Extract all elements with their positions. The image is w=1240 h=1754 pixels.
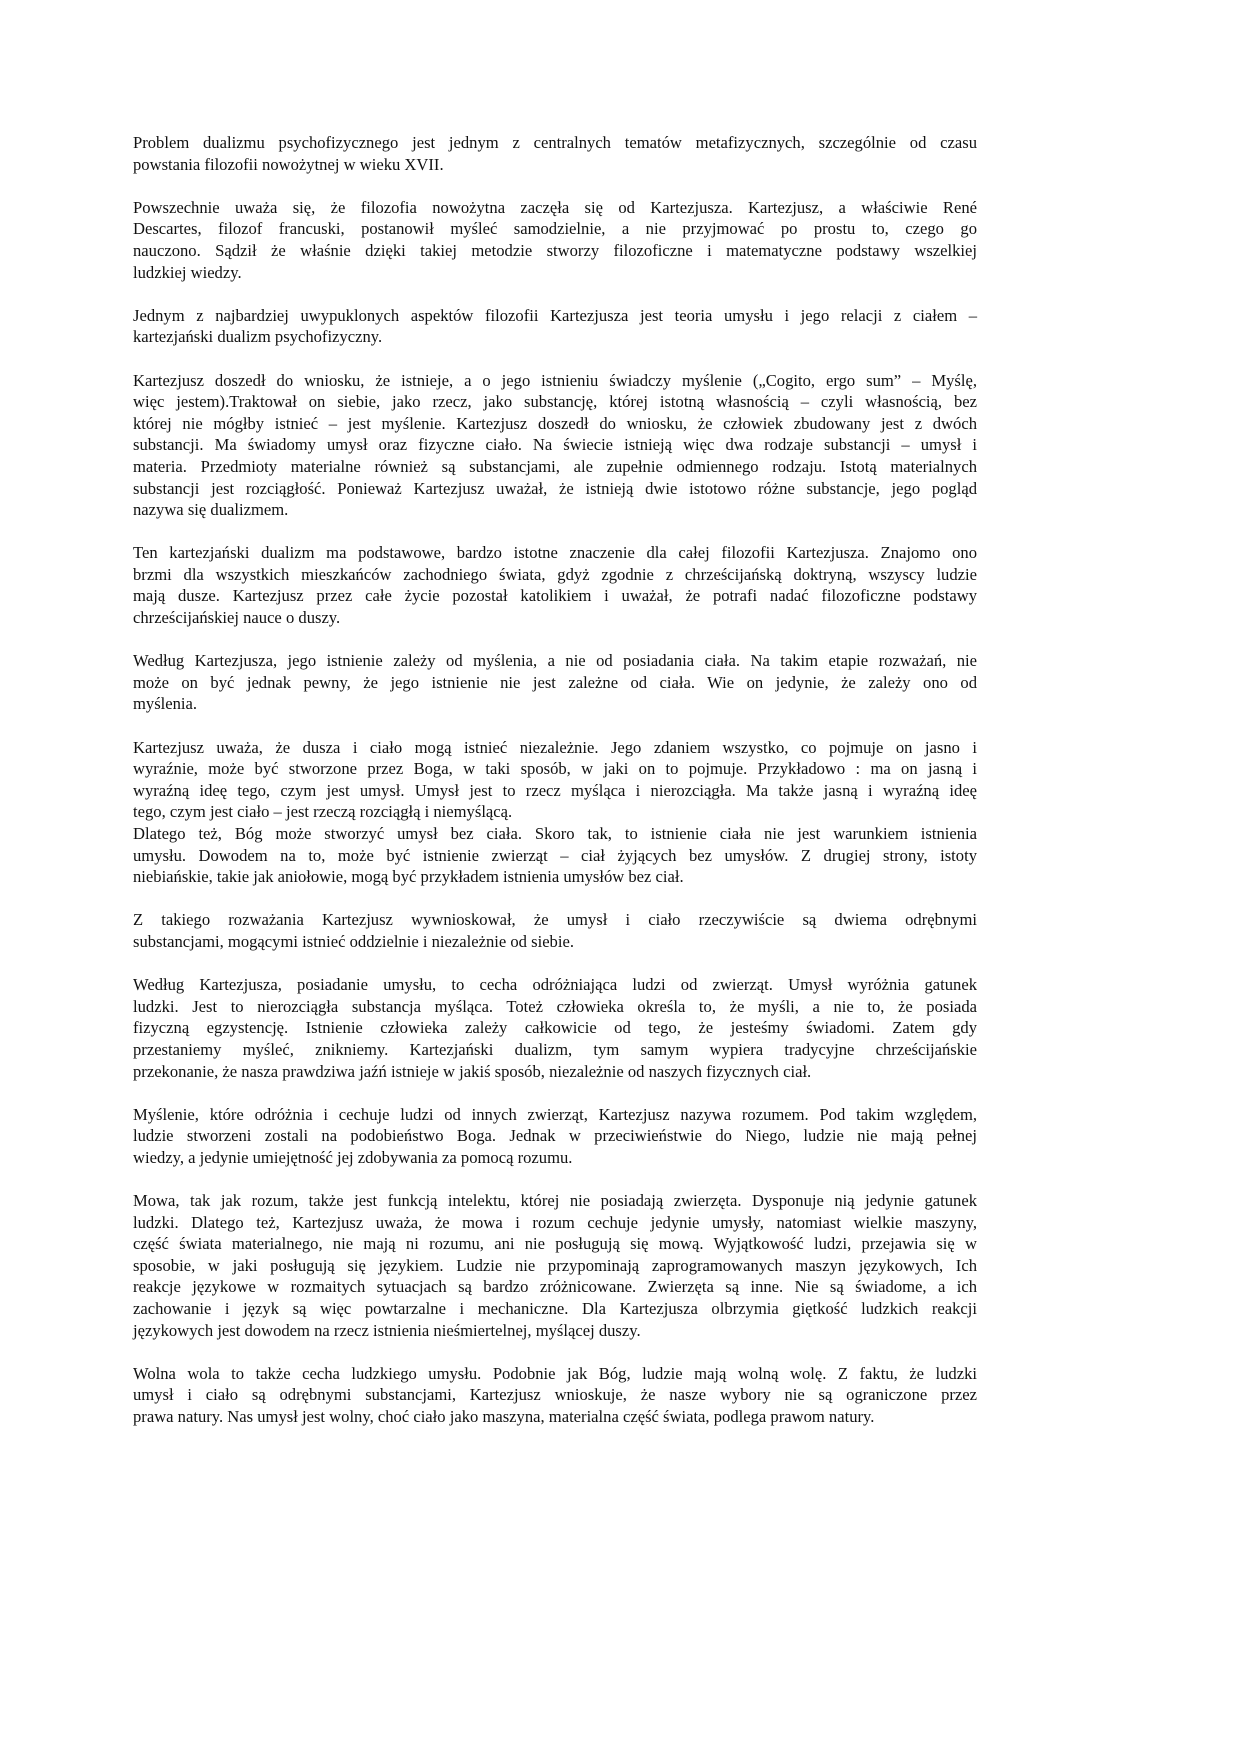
paragraph: [133, 1104, 977, 1169]
text-line: kartezjański dualizm psychofizyczny.: [133, 327, 383, 347]
text-line: reakcje językowe w rozmaitych sytuacjach są bardzo zróżnicowane. Zwierzęta są inne. Nie są świadome, a ich: [133, 1277, 977, 1297]
text-line: Problem dualizmu psychofizycznego jest jednym z centralnych tematów metafizycznych, szczególnie od czasu: [133, 133, 977, 152]
paragraph: [133, 1190, 977, 1341]
text-line: chrześcijańskiej nauce o duszy.: [133, 608, 341, 628]
text-line: tego, czym jest ciało – jest rzeczą rozciągłą i niemyślącą.: [133, 802, 513, 822]
text-line: przestaniemy myśleć, znikniemy. Kartezjański dualizm, tym samym wypiera tradycyjne chrześcijańskie: [133, 1039, 977, 1059]
text-line: wyraźną ideę tego, czym jest umysł. Umysł jest to rzecz myśląca i nierozciągła. Ma także jasną i wyraźną ideę: [133, 780, 977, 800]
text-line: fizyczną egzystencję. Istnienie człowieka zależy całkowicie od tego, że jesteśmy świadomi. Zatem gdy: [133, 1018, 977, 1038]
text-line: Mowa, tak jak rozum, także jest funkcją intelektu, której nie posiadają zwierzęta. Dysponuje nią jedynie gatunek: [133, 1191, 977, 1211]
text-line: substancji jest rozciągłość. Ponieważ Kartezjusz uważał, że istnieją dwie istotowo różne substancje, jego pogląd: [133, 478, 977, 498]
paragraph: [133, 197, 977, 283]
text-line: językowych jest dowodem na rzecz istnienia nieśmiertelnej, myślącej duszy.: [133, 1320, 641, 1340]
paragraph: [133, 823, 977, 888]
paragraph: [133, 974, 977, 1082]
text-line: zachowanie i język są więc powtarzalne i mechaniczne. Dla Kartezjusza olbrzymia giętkość ludzkich reakcji: [133, 1299, 977, 1319]
text-line: Myślenie, które odróżnia i cechuje ludzi od innych zwierząt, Kartezjusz nazywa rozumem. Pod takim względem,: [133, 1104, 977, 1124]
text-line: mają dusze. Kartezjusz przez całe życie pozostał katolikiem i uważał, że potrafi nadać filozoficzne podstawy: [133, 586, 977, 606]
text-line: materia. Przedmioty materialne również są substancjami, ale zupełnie odmiennego rodzaju. Istotą materialnych: [133, 456, 977, 476]
paragraph: [133, 650, 977, 715]
paragraph: [133, 542, 977, 628]
text-line: Kartezjusz doszedł do wniosku, że istnieje, a o jego istnieniu świadczy myślenie („Cogito, ergo sum” – Myślę,: [133, 370, 977, 390]
text-line: przekonanie, że nasza prawdziwa jaźń istnieje w jakiś sposób, niezależnie od naszych fizycznych ciał.: [133, 1061, 812, 1081]
text-line: sposobie, w jaki posługują się językiem. Ludzie nie przypominają zaprogramowanych maszyn językowych, Ich: [133, 1255, 977, 1275]
paragraph: [133, 132, 977, 175]
text-line: Według Kartezjusza, jego istnienie zależy od myślenia, a nie od posiadania ciała. Na takim etapie rozważań, nie: [133, 651, 977, 671]
text-line: ludzie stworzeni zostali na podobieństwo Boga. Jednak w przeciwieństwie do Niego, ludzie nie mają pełnej: [133, 1126, 977, 1146]
text-line: wyraźnie, może być stworzone przez Boga, w taki sposób, w jaki on to pojmuje. Przykładowo : ma on jasną i: [133, 759, 977, 779]
text-line: Z takiego rozważania Kartezjusz wywnioskował, że umysł i ciało rzeczywiście są dwiema odrębnymi: [133, 910, 977, 930]
text-line: umysłu. Dowodem na to, może być istnienie zwierząt – ciał żyjących bez umysłów. Z drugiej strony, istoty: [133, 845, 977, 865]
text-line: może on być jednak pewny, że jego istnienie nie jest zależne od ciała. Wie on jedynie, że zależy ono od: [133, 672, 977, 692]
text-line: umysł i ciało są odrębnymi substancjami, Kartezjusz wnioskuje, że nasze wybory nie są ograniczone przez: [133, 1385, 977, 1405]
text-line: część świata materialnego, nie mają ni rozumu, ani nie posługują się mową. Wyjątkowość ludzi, przejawia się w: [133, 1234, 977, 1254]
text-line: ludzkiej wiedzy.: [133, 262, 242, 282]
text-line: substancji. Ma świadomy umysł oraz fizyczne ciało. Na świecie istnieją więc dwa rodzaje substancji – umysł i: [133, 435, 977, 455]
text-line: ludzki. Jest to nierozciągła substancja myśląca. Toteż człowieka określa to, że myśli, a nie to, że posiada: [133, 996, 977, 1016]
paragraph: [133, 305, 977, 348]
text-line: wiedzy, a jedynie umiejętność jej zdobywania za pomocą rozumu.: [133, 1147, 573, 1167]
document-body: [133, 132, 977, 1428]
text-line: Wolna wola to także cecha ludzkiego umysłu. Podobnie jak Bóg, ludzie mają wolną wolę. Z faktu, że ludzki: [133, 1363, 977, 1383]
text-line: Dlatego też, Bóg może stworzyć umysł bez ciała. Skoro tak, to istnienie ciała nie jest warunkiem istnienia: [133, 824, 977, 843]
paragraph: [133, 1363, 977, 1428]
text-line: prawa natury. Nas umysł jest wolny, choć ciało jako maszyna, materialna część świata, podlega prawom natury.: [133, 1407, 875, 1427]
text-line: powstania filozofii nowożytnej w wieku XVII.: [133, 154, 444, 174]
text-line: której nie mógłby istnieć – jest myślenie. Kartezjusz doszedł do wniosku, że człowiek zbudowany jest z dwóch: [133, 413, 977, 433]
paragraph: [133, 909, 977, 952]
text-line: Ten kartezjański dualizm ma podstawowe, bardzo istotne znaczenie dla całej filozofii Kartezjusza. Znajomo ono: [133, 543, 977, 563]
text-line: Według Kartezjusza, posiadanie umysłu, to cecha odróżniająca ludzi od zwierząt. Umysł wyróżnia gatunek: [133, 975, 977, 995]
text-line: substancjami, mogącymi istnieć oddzielnie i niezależnie od siebie.: [133, 931, 574, 951]
text-line: nauczono. Sądził że właśnie dzięki takiej metodzie stworzy filozoficzne i matematyczne podstawy wszelkiej: [133, 240, 977, 260]
text-line: Descartes, filozof francuski, postanowił myśleć samodzielnie, a nie przyjmować po prostu to, czego go: [133, 219, 977, 239]
text-line: niebiańskie, takie jak aniołowie, mogą być przykładem istnienia umysłów bez ciał.: [133, 867, 684, 887]
text-line: więc jestem).Traktował on siebie, jako rzecz, jako substancję, której istotną własnością – czyli własnością, bez: [133, 392, 977, 412]
text-line: Powszechnie uważa się, że filozofia nowożytna zaczęła się od Kartezjusza. Kartezjusz, a właściwie René: [133, 197, 977, 217]
paragraph: [133, 370, 977, 521]
text-line: Kartezjusz uważa, że dusza i ciało mogą istnieć niezależnie. Jego zdaniem wszystko, co pojmuje on jasno i: [133, 737, 977, 757]
text-line: myślenia.: [133, 694, 198, 714]
text-line: Jednym z najbardziej uwypuklonych aspektów filozofii Kartezjusza jest teoria umysłu i jego relacji z ciałem –: [133, 305, 977, 325]
text-line: ludzki. Dlatego też, Kartezjusz uważa, że mowa i rozum cechuje jedynie umysły, natomiast wielkie maszyny,: [133, 1212, 977, 1232]
text-line: brzmi dla wszystkich mieszkańców zachodniego świata, gdyż zgodnie z chrześcijańską doktryną, wszyscy ludzie: [133, 564, 977, 584]
paragraph: [133, 737, 977, 823]
text-line: nazywa się dualizmem.: [133, 500, 289, 520]
